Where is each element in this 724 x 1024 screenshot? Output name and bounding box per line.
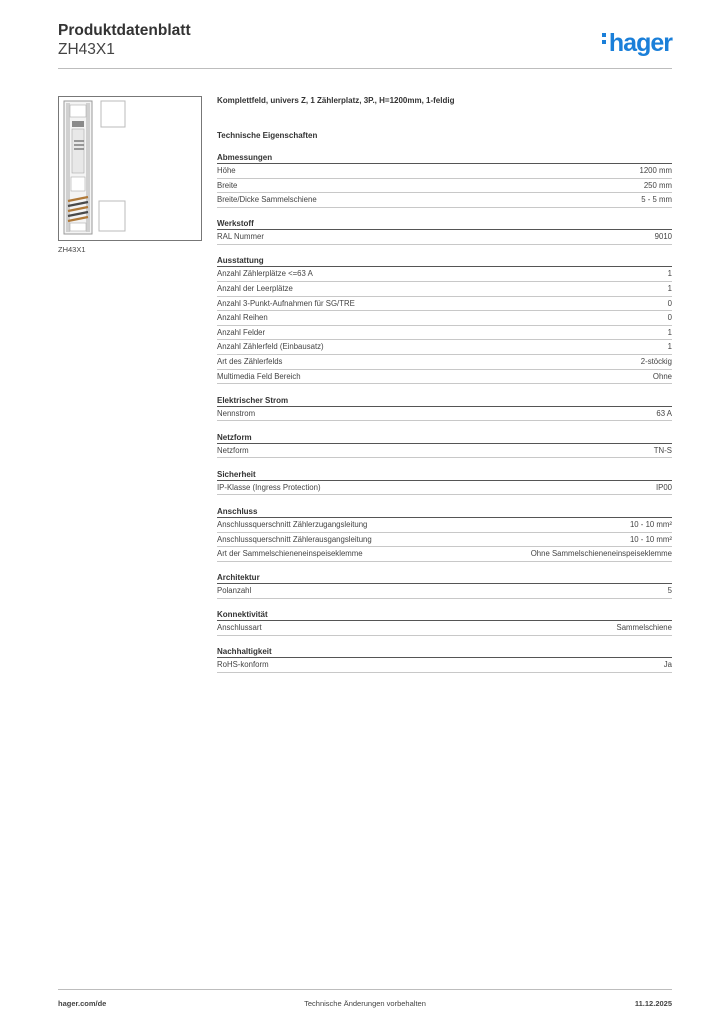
spec-label: Polanzahl	[217, 586, 252, 596]
spec-label: IP-Klasse (Ingress Protection)	[217, 482, 321, 492]
spec-row	[217, 584, 672, 599]
spec-label: Anzahl Felder	[217, 327, 266, 337]
footer-date: 11.12.2025	[634, 999, 672, 1008]
document-title: Produktdatenblatt	[58, 22, 191, 39]
spec-row	[217, 230, 672, 245]
spec-group	[217, 469, 672, 496]
spec-row	[217, 164, 672, 179]
spec-group	[217, 646, 672, 673]
spec-group-title: Nachhaltigkeit	[217, 646, 672, 658]
spec-group-title: Abmessungen	[217, 152, 672, 164]
spec-label: RAL Nummer	[217, 232, 264, 242]
spec-label: RoHS-konform	[217, 660, 269, 670]
spec-value: IP00	[655, 482, 672, 492]
spec-group	[217, 506, 672, 562]
spec-value: Ohne	[652, 371, 672, 381]
spec-value: 1	[667, 327, 672, 337]
spec-label: Anschlussquerschnitt Zählerausgangsleitung	[217, 534, 372, 544]
spec-group	[217, 395, 672, 422]
product-specifications	[217, 96, 672, 683]
technical-properties-heading: Technische Eigenschaften	[217, 131, 318, 140]
logo-text: hager	[608, 29, 672, 57]
page-header	[58, 22, 672, 70]
spec-label: Anzahl der Leerplätze	[217, 283, 293, 293]
spec-row	[217, 533, 672, 548]
spec-row	[217, 481, 672, 496]
spec-row	[217, 370, 672, 385]
spec-value: 9010	[654, 232, 672, 242]
spec-label: Anschlussquerschnitt Zählerzugangsleitung	[217, 519, 368, 529]
spec-group	[217, 218, 672, 245]
spec-row	[217, 518, 672, 533]
spec-value: 1	[667, 342, 672, 352]
spec-label: Netzform	[217, 445, 249, 455]
product-description: Komplettfeld, univers Z, 1 Zählerplatz, 3P., H=1200mm, 1-feldig	[217, 96, 455, 105]
spec-value: 1200 mm	[639, 166, 672, 175]
spec-row	[217, 658, 672, 673]
spec-groups	[217, 152, 672, 673]
spec-group-title: Werkstoff	[217, 218, 672, 230]
page-footer	[58, 999, 672, 1009]
header-divider	[58, 68, 672, 69]
spec-row	[217, 407, 672, 422]
spec-row	[217, 444, 672, 459]
spec-row	[217, 297, 672, 312]
spec-row	[217, 621, 672, 636]
footer-website: hager.com/de	[58, 999, 107, 1008]
spec-label: Anzahl 3-Punkt-Aufnahmen für SG/TRE	[217, 298, 355, 308]
spec-label: Anzahl Zählerplätze <=63 A	[217, 269, 313, 279]
spec-label: Breite/Dicke Sammelschiene	[217, 195, 317, 205]
spec-row	[217, 340, 672, 355]
spec-label: Art des Zählerfelds	[217, 356, 283, 366]
spec-group-title: Architektur	[217, 572, 672, 584]
spec-label: Anzahl Zählerfeld (Einbausatz)	[217, 342, 324, 352]
spec-value: 10 - 10 mm²	[629, 519, 672, 529]
spec-row	[217, 193, 672, 208]
spec-label: Nennstrom	[217, 408, 256, 418]
spec-value: 250 mm	[643, 180, 672, 190]
spec-row	[217, 179, 672, 194]
spec-label: Höhe	[217, 166, 236, 175]
spec-value: 63 A	[656, 408, 672, 418]
footer-notice: Technische Änderungen vorbehalten	[304, 999, 426, 1008]
spec-label: Anschlussart	[217, 623, 262, 633]
spec-value: 5	[667, 586, 672, 596]
spec-label: Anzahl Reihen	[217, 313, 268, 323]
spec-group	[217, 152, 672, 208]
spec-group-title: Netzform	[217, 432, 672, 444]
spec-value: 0	[667, 298, 672, 308]
spec-group-title: Konnektivität	[217, 609, 672, 621]
footer-divider	[58, 989, 672, 990]
spec-group-title: Ausstattung	[217, 255, 672, 267]
spec-group	[217, 255, 672, 384]
spec-value: 1	[667, 269, 672, 279]
spec-value: 1	[667, 283, 672, 293]
logo-dots-icon	[602, 33, 607, 47]
product-image	[58, 96, 202, 241]
spec-row	[217, 326, 672, 341]
spec-value: TN-S	[653, 445, 672, 455]
spec-group	[217, 609, 672, 636]
spec-row	[217, 355, 672, 370]
spec-row	[217, 547, 672, 562]
spec-label: Breite	[217, 180, 238, 190]
spec-value: Ja	[663, 660, 672, 670]
spec-value: 5 - 5 mm	[641, 195, 672, 205]
spec-value: 2-stöckig	[640, 356, 672, 366]
spec-group-title: Anschluss	[217, 506, 672, 518]
spec-group	[217, 572, 672, 599]
image-caption: ZH43X1	[58, 245, 86, 254]
spec-row	[217, 282, 672, 297]
article-number: ZH43X1	[58, 41, 115, 58]
spec-row	[217, 267, 672, 282]
spec-group-title: Elektrischer Strom	[217, 395, 672, 407]
spec-group	[217, 432, 672, 459]
spec-value: Sammelschiene	[616, 623, 672, 633]
spec-value: 10 - 10 mm²	[629, 534, 672, 544]
spec-value: 0	[667, 313, 672, 323]
meter-panel-icon	[59, 97, 201, 240]
spec-group-title: Sicherheit	[217, 469, 672, 481]
spec-label: Multimedia Feld Bereich	[217, 371, 301, 381]
hager-logo	[602, 29, 672, 58]
spec-row	[217, 311, 672, 326]
spec-value: Ohne Sammelschieneneinspeiseklemme	[530, 549, 672, 559]
spec-label: Art der Sammelschieneneinspeiseklemme	[217, 549, 363, 559]
